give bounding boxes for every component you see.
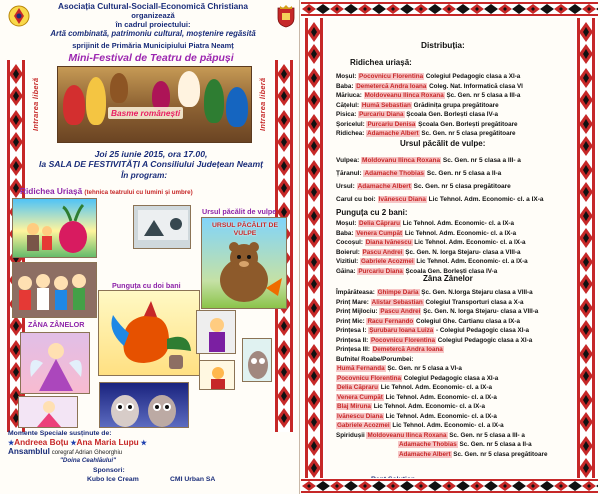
cast-ursul <box>336 154 544 206</box>
owls-illustration <box>99 382 189 428</box>
cast-ridichea <box>336 72 523 139</box>
ridichea-illustration <box>12 198 97 258</box>
cast-role: Prințesa III: <box>336 346 372 353</box>
cast-name: Adamache Albert <box>357 183 411 190</box>
cast-role: Moșul: <box>336 220 359 227</box>
show-ridichea-note: (tehnica teatrului cu lumini și umbre) <box>84 189 193 196</box>
cast-role: Prinț Mare: <box>336 298 371 306</box>
cast-role: Baba: <box>336 82 356 90</box>
zana-illustration <box>20 332 90 394</box>
organizer-name: Asociația Cultural-Sociall-Economică Christiana <box>58 1 248 11</box>
cast-school: Lic Tehnol. Adm. Economic- cl. a IX-a <box>412 239 526 246</box>
cast-school: Șc. Gen. nr 5 clasa a VI-a <box>385 365 462 372</box>
cast-school: Lic Tehnol. Adm. Economic- cl. a IX-a <box>414 258 528 265</box>
punguta-illustration <box>98 290 200 376</box>
hero-caption: Basme românești <box>108 107 183 119</box>
cast-role: Șoricelul: <box>336 120 367 128</box>
program-label: În program: <box>121 170 168 180</box>
cast-row <box>336 431 547 441</box>
cast-name: Gabriele Acozmei <box>361 258 414 265</box>
cast-name: Demetercă Andra Ioana <box>356 82 427 90</box>
cast-name: Pocovnicu Florentina <box>370 336 435 344</box>
cast-row <box>336 219 528 229</box>
show-ursul-label: Ursul păcălit de vulpe <box>202 207 277 216</box>
cast-role: Cățelul: <box>336 101 361 109</box>
cast-name: Moldoveanu Ilinca Roxana <box>364 92 444 99</box>
cast-school: Sc. Gen. nr 5 clasa pregătitoare <box>411 183 511 190</box>
cast-name: Adamache Albert <box>367 130 419 137</box>
cast-school: Lic Tehnol. Adm. Economic- cl. a IX-a <box>371 403 485 410</box>
cast-row <box>336 82 523 92</box>
cast-role: Ursul: <box>336 183 357 190</box>
cast-school: Școala Gen. Borlești clasa IV-a <box>403 267 498 275</box>
cast-school: Șc. Gen. N. Iorga Stejaru- clasa a VIII-a <box>421 308 539 315</box>
cast-name: Moldovanu Ilinca Roxana <box>362 157 441 164</box>
cast-name: Venera Cumpăt <box>337 393 383 401</box>
city-coat-of-arms <box>276 4 296 28</box>
cast-row <box>336 450 547 460</box>
cast-role: Măriuca: <box>336 92 364 99</box>
cast-school: Sc. Gen. nr 5 clasa a III- a <box>441 157 521 164</box>
cast-role: Ridichea: <box>336 130 367 137</box>
moments-intro: Momente Speciale susținute de: <box>8 430 112 437</box>
cast-school: Colegiul Pedagogic clasa a XI-a <box>424 73 521 80</box>
festival-title: Mini-Festival de Teatru de păpuși <box>68 52 234 64</box>
section-ursul: Ursul păcălit de vulpe: <box>400 139 486 148</box>
cast-school: Sc. Gen. nr 5 clasa a III- a <box>447 431 525 439</box>
cast-role: Prinț Mic: <box>336 317 367 325</box>
small-photo <box>199 360 235 390</box>
cast-row <box>336 298 547 308</box>
sponsor-1: Kubo Ice Cream <box>87 476 139 483</box>
cast-name: Pascu Andrei <box>362 248 403 256</box>
cast-school: Sc. Gen. nr 5 clasa a II-a <box>425 170 502 177</box>
cast-school: Grădinița grupa pregătitoare <box>411 101 499 109</box>
cast-role: Prințesa II: <box>336 336 370 344</box>
cast-school: Școala Gen. Borlești pregătitoare <box>416 120 518 128</box>
supported-by: sprijinit de Primăria Municipiului Piatra Neamț <box>72 41 234 50</box>
cast-name: Demetercă Andra Ioana <box>372 346 443 353</box>
cast-name: Humă Fernanda <box>337 365 385 372</box>
ensemble-name: "Doina Ceahlăului" <box>60 457 117 464</box>
cast-role: Prințesa I: <box>336 327 369 334</box>
folk-border-right-right <box>575 18 597 478</box>
cast-row <box>336 402 547 412</box>
cast-name: Alistar Sebastian <box>371 298 423 306</box>
cast-name: Blaj Miruna <box>337 403 371 410</box>
cast-row <box>336 101 523 111</box>
shadow-theatre-photo <box>133 205 191 249</box>
performer-1: Andreea Boțu <box>14 437 69 447</box>
cast-row <box>336 421 547 431</box>
free-entry-left: Intrarea liberă <box>31 77 40 131</box>
cast-school: Sc. Gen. nr 5 clasa pregătitoare <box>419 130 516 137</box>
cast-school: Coleg. Nat. Informatică clasa VI <box>427 82 523 90</box>
puppets-hero-image <box>57 66 252 143</box>
star-icon: ★ <box>140 440 147 447</box>
cast-name: Adamache Thobias <box>399 441 457 448</box>
cast-name: Pocovnicu Florentina <box>359 73 424 80</box>
cast-name: Pocovnicu Florentina <box>337 374 402 382</box>
cast-school: Lic Tehnol. Adm. Economic- cl. a IX-a <box>390 422 504 429</box>
project-name: Artă combinată, patrimoniu cultural, moștenire regăsită <box>50 29 256 38</box>
cast-row <box>336 110 523 120</box>
cast-school: Lic Tehnol. Adm. Economic- cl. a IX-a <box>383 393 497 401</box>
cast-row <box>336 307 547 317</box>
free-entry-right: Intrarea liberă <box>258 77 267 131</box>
cast-school: - Colegiul Pedagogic clasa XI-a <box>434 327 530 334</box>
cast-row <box>336 317 547 327</box>
cast-punguta <box>336 219 528 276</box>
cast-name: Purcariu Diana <box>358 267 403 275</box>
cast-row <box>336 248 528 258</box>
page-divider <box>299 0 300 494</box>
figures-photo <box>196 310 236 354</box>
cast-role: Moșul: <box>336 73 359 80</box>
section-ridichea: Ridichea uriașă: <box>350 58 412 67</box>
sponsor-2: CMI Urban SA <box>170 476 216 483</box>
cast-role: Cocoșul: <box>336 239 365 246</box>
cast-role: Prinț Mijlociu: <box>336 308 380 315</box>
cast-school: Școala Gen. Borlești clasa IV-a <box>404 111 498 118</box>
cast-row <box>336 374 547 384</box>
fairy-photo <box>18 396 78 428</box>
cast-school: Colegiul Ghe. Cartianu clasa a IX-a <box>414 317 520 325</box>
cast-role: Țăranul: <box>336 170 364 177</box>
show-ridichea-title: Ridichea Uriașă <box>20 186 83 196</box>
cast-name: Ivănescu Diana <box>378 196 426 203</box>
cast-row <box>336 238 528 248</box>
cast-name: Purcariu Denisa <box>367 120 416 128</box>
cast-school: Lic Tehnol. Adm. Economic- cl. a IX-a <box>403 229 517 237</box>
folk-border-top <box>301 0 598 18</box>
cast-name: Șurubaru Ioana Luiza <box>369 327 434 334</box>
cast-school: Lic Tehnol. Adm. Economic- cl. a IX-a <box>401 220 515 227</box>
show-punguta-label: Punguța cu doi bani <box>112 281 181 290</box>
ensemble-label: Ansamblul <box>8 447 50 456</box>
cast-role: Pisica: <box>336 111 359 118</box>
event-venue-line: la SALA DE FESTIVITĂȚI A Consiliului Județean Neamț <box>39 159 263 169</box>
show-zana-label: ZÂNA ZÂNELOR <box>28 320 85 329</box>
cast-row <box>336 120 523 130</box>
cast-row <box>336 257 528 267</box>
cast-row <box>336 440 547 450</box>
cast-school: Sc. Gen. nr 5 clasa pregătitoare <box>451 450 548 458</box>
cast-row <box>336 326 547 336</box>
cast-school: Lic Tehnol. Adm. Economic- cl. a IX-a <box>383 412 497 420</box>
cast-name: Gabriele Acozmei <box>337 422 390 429</box>
distribution-title: Distribuția: <box>421 40 465 50</box>
cast-name: Pascu Andrei <box>380 308 421 315</box>
cast-row <box>336 72 523 82</box>
cast-row <box>336 412 547 422</box>
star-icon: ★ <box>8 440 15 447</box>
cast-row <box>336 288 547 298</box>
cast-name: Ivănescu Diana <box>337 412 383 420</box>
cast-school: Șc. Gen. N. Iorga Stejaru- clasa a VIII-a <box>403 248 521 256</box>
cast-row <box>336 154 544 167</box>
project-intro: în cadrul proiectului: <box>115 20 191 29</box>
cast-row <box>336 345 547 355</box>
cast-name: Adamache Albert <box>399 450 451 458</box>
cast-role: Carul cu boi: <box>336 196 378 203</box>
cast-school: Șc. Gen. nr 5 clasa a III-a <box>444 92 521 99</box>
star-icon: ★ <box>70 440 77 447</box>
cast-name: Moldoveanu Ilinca Roxana <box>367 431 447 439</box>
cast-name: Racu Fernando <box>367 317 414 325</box>
cast-row <box>336 229 528 239</box>
cast-role: Vizitiul: <box>336 258 361 265</box>
ursul-book-title: URSUL PĂCĂLIT DE VULPE <box>212 222 278 237</box>
special-moments <box>8 430 147 465</box>
event-date <box>10 149 292 169</box>
cast-name: Delia Căpraru <box>359 220 400 227</box>
choreographer: coregraf Adrian Gheorghiu <box>51 450 123 456</box>
cast-school: Șc. Gen. N.Iorga Stejaru clasa a VIII-a <box>419 289 533 296</box>
cast-school: Colegiul Transporturi clasa a X-a <box>423 298 524 306</box>
cast-school: Lic Tehnol. Adm. Economic- cl. a IX-a <box>426 196 544 203</box>
cast-row <box>336 393 547 403</box>
cast-name: Purcariu Diana <box>359 111 404 118</box>
cast-row <box>336 167 544 180</box>
cast-name: Venera Cumpăt <box>356 229 403 237</box>
folk-border-bottom <box>301 478 598 494</box>
cast-zana <box>336 288 547 459</box>
ursul-book-cover <box>201 217 287 309</box>
cast-school: Colegiul Pedagogic clasa a XI-a <box>402 374 499 382</box>
cast-school: Lic Tehnol. Adm. Economic- cl. a IX-a <box>378 384 492 391</box>
show-ridichea-label <box>20 186 193 196</box>
section-punguta: Punguța cu 2 bani: <box>336 208 408 217</box>
bufnite-label: Bufnite/ Roabe/Porumbei: <box>336 355 414 363</box>
cast-role: Baba: <box>336 229 356 237</box>
cast-name: Delia Căpraru <box>337 384 378 391</box>
owl-photo <box>242 338 272 382</box>
association-logo <box>8 3 30 29</box>
performer-2: Ana Maria Lupu <box>76 437 139 447</box>
cast-role: Vulpea: <box>336 157 362 164</box>
cast-row <box>336 180 544 193</box>
folk-border-right-left <box>303 18 325 478</box>
cast-name: Ghimpe Daria <box>377 289 419 296</box>
event-date-line: Joi 25 iunie 2015, ora 17.00, <box>94 149 208 159</box>
organizes-label: organizează <box>131 11 175 20</box>
cast-row <box>336 383 547 393</box>
cast-row <box>336 336 547 346</box>
spiridusi-label: Spiridușii <box>336 431 367 439</box>
cast-role: Boierul: <box>336 248 362 256</box>
section-zana: Zâna Zânelor <box>423 274 473 283</box>
puppets-photo <box>12 262 97 318</box>
cast-school: Sc. Gen. nr 5 clasa a II-a <box>457 441 532 448</box>
cast-school: Colegiul Pedagogic clasa a XI-a <box>435 336 533 344</box>
cast-row <box>336 129 523 139</box>
cast-name: Humă Sebastian <box>361 101 411 109</box>
cast-row <box>336 91 523 101</box>
cast-name: Diana Ivănescu <box>365 239 412 246</box>
sponsors-label: Sponsori: <box>93 467 125 474</box>
cast-row <box>336 193 544 206</box>
cast-name: Adamache Thobias <box>364 170 425 177</box>
cast-role: Găina: <box>336 267 358 275</box>
cast-row <box>336 364 547 374</box>
cast-role: Împărăteasa: <box>336 289 377 296</box>
